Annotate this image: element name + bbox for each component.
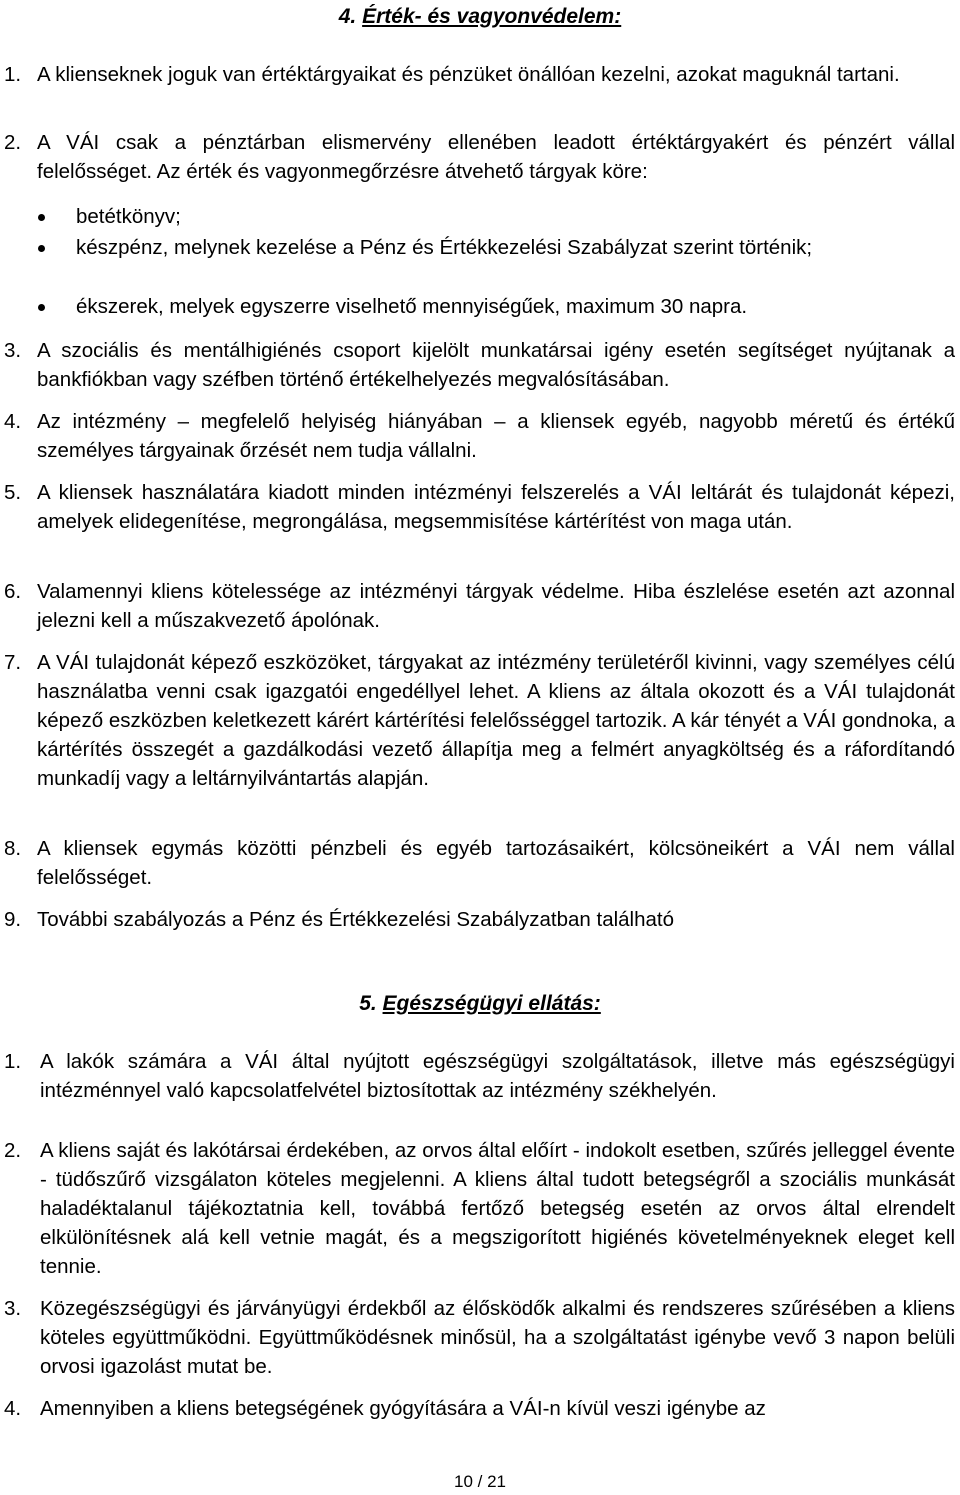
item-text: A kliensek egymás közötti pénzbeli és egyéb tartozásaikért, kölcsöneikért a VÁI nem vállal felelősséget. (37, 837, 955, 889)
section-4-item-6 (0, 577, 955, 635)
section-4-item-7 (0, 648, 955, 793)
item-text: A klienseknek joguk van értéktárgyaikat és pénzüket önállóan kezelni, azokat maguknál tartani. (37, 63, 900, 86)
section-5-item-2 (0, 1136, 955, 1281)
item-number: 2. (4, 131, 22, 154)
section-5-number: 5. (359, 992, 377, 1015)
item-text: Közegészségügyi és járványügyi érdekből az élősködők alkalmi és rendszeres szűrésében a kliens köteles együttműködni. Együttműködésnek minősül, ha a szolgáltatást igénybe vevő 3 napon belüli orvosi igazolást mutat be. (40, 1297, 955, 1378)
section-4-item-2 (0, 128, 955, 186)
item-text: A VÁI tulajdonát képező eszközöket, tárgyakat az intézmény területéről kivinni, vagy személyes célú használatba venni csak igazgatói engedéllyel lehet. A kliens az általa okozott és a VÁI tulajdonát képező eszközben keletkezett kárért kártérítési felelősséggel tartozik. A kár tényét a VÁI gondnoka, a kártérítés összegét a gazdálkodási vezető állapítja meg a felmért anyagköltség és a ráfordítandó munkadíj vagy a leltárnyilvántartás alapján. (37, 651, 955, 790)
section-4-item-9 (0, 905, 955, 934)
section-5-heading (0, 989, 960, 1018)
item-text: A kliensek használatára kiadott minden intézményi felszerelés a VÁI leltárát és tulajdonát képezi, amelyek elidegenítése, megrongálása, megsemmisítése kártérítést von maga után. (37, 481, 955, 533)
section-4-title: Érték- és vagyonvédelem: (362, 5, 622, 28)
item-number: 7. (4, 651, 22, 674)
item-text: Valamennyi kliens kötelessége az intézményi tárgyak védelme. Hiba észlelése esetén azt azonnal jelezni kell a műszakvezető ápolónak. (37, 580, 955, 632)
bullet-item (0, 202, 955, 231)
item-text: A kliens saját és lakótársai érdekében, az orvos által előírt - indokolt esetben, szűrés jelleggel évente - tüdőszűrő vizsgálaton köteles megjelenni. A kliens által tudott betegségről a szociális munkását haladéktalanul tájékoztatnia kell, továbbá fertőző betegség esetén az orvos által elrendelt elkülönítésnek alá kell vetnie magát, és a megszigorított higiénés követelményeknek eleget kell tennie. (40, 1139, 955, 1278)
item-number: 9. (4, 908, 22, 931)
bullet-text: betétkönyv; (76, 205, 181, 228)
section-4-item-3 (0, 336, 955, 394)
item-text: Amennyiben a kliens betegségének gyógyítására a VÁI-n kívül veszi igénybe az (40, 1397, 766, 1420)
bullet-item (0, 292, 955, 321)
item-number: 4. (4, 410, 22, 433)
bullet-dot-icon (38, 304, 45, 311)
bullet-dot-icon (38, 245, 45, 252)
item-number: 1. (4, 1050, 22, 1073)
item-number: 3. (4, 1297, 22, 1320)
section-5-item-4 (0, 1394, 955, 1423)
bullet-item (0, 233, 955, 262)
section-4-item-5 (0, 478, 955, 536)
section-5-title: Egészségügyi ellátás: (382, 992, 601, 1015)
page-number: 10 / 21 (454, 1472, 506, 1491)
item-number: 6. (4, 580, 22, 603)
section-4-heading (0, 2, 960, 31)
item-number: 1. (4, 63, 22, 86)
section-4-item-8 (0, 834, 955, 892)
item-number: 8. (4, 837, 22, 860)
bullet-dot-icon (38, 214, 45, 221)
item-text: Az intézmény – megfelelő helyiség hiányában – a kliensek egyéb, nagyobb méretű és értékű személyes tárgyainak őrzését nem tudja vállalni. (37, 410, 955, 462)
bullet-text: készpénz, melynek kezelése a Pénz és Értékkezelési Szabályzat szerint történik; (76, 236, 813, 259)
item-text: A VÁI csak a pénztárban elismervény ellenében leadott értéktárgyakért és pénzért vállal felelősséget. Az érték és vagyonmegőrzésre átvehető tárgyak köre: (37, 131, 955, 183)
item-number: 2. (4, 1139, 22, 1162)
section-4-item-4 (0, 407, 955, 465)
section-5-item-3 (0, 1294, 955, 1381)
item-number: 4. (4, 1397, 22, 1420)
item-text: További szabályozás a Pénz és Értékkezelési Szabályzatban található (37, 908, 675, 931)
section-4-number: 4. (338, 5, 357, 28)
section-4-item-1 (0, 60, 955, 89)
item-text: A szociális és mentálhigiénés csoport kijelölt munkatársai igény esetén segítséget nyújtanak a bankfiókban vagy széfben történő értékelhelyezés megvalósításában. (37, 339, 955, 391)
bullet-text: ékszerek, melyek egyszerre viselhető mennyiségűek, maximum 30 napra. (76, 295, 748, 318)
item-text: A lakók számára a VÁI által nyújtott egészségügyi szolgáltatások, illetve más egészségügyi intézménnyel való kapcsolatfelvétel biztosítottak az intézmény székhelyén. (40, 1050, 955, 1102)
section-5-item-1 (0, 1047, 955, 1105)
item-number: 3. (4, 339, 22, 362)
item-number: 5. (4, 481, 22, 504)
